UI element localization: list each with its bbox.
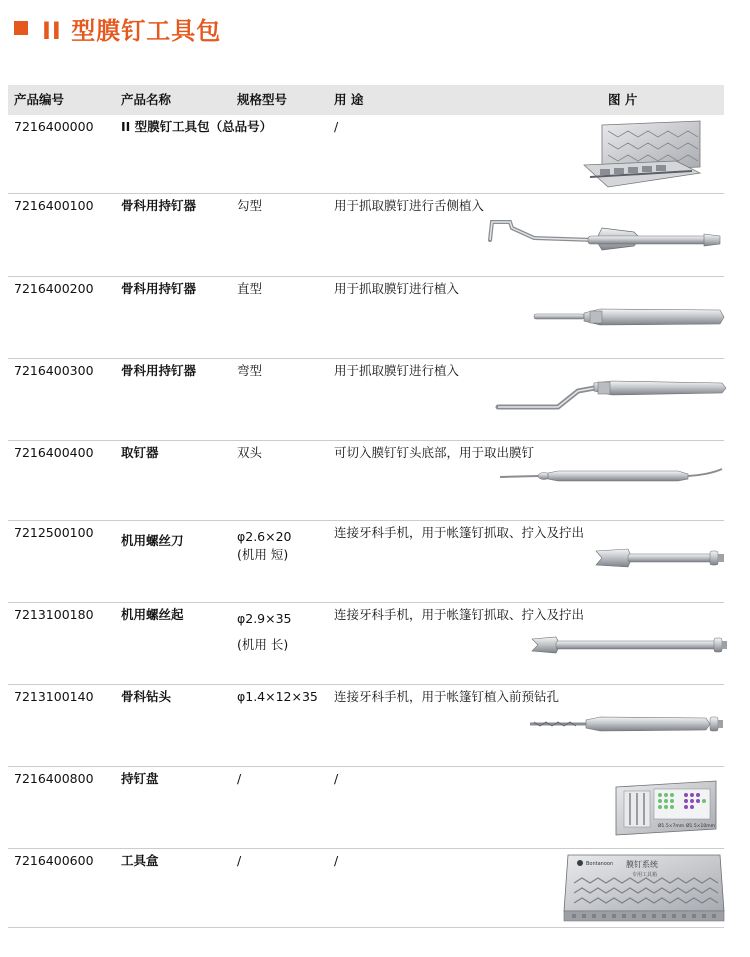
row-use: 用于抓取膜钉进行植入 [334, 281, 460, 296]
row-use: 用于抓取膜钉进行植入 [334, 363, 460, 378]
table-row [8, 277, 724, 359]
table-row [8, 849, 724, 928]
row-spec: 直型 [237, 281, 263, 296]
row-code: 7216400000 [14, 119, 94, 134]
row-name: 机用螺丝起 [121, 607, 184, 622]
row-use: 连接牙科手机，用于帐篷钉抓取、拧入及拧出 [334, 525, 585, 540]
tool-box-photo [554, 851, 728, 923]
row-spec: φ2.9×35 [237, 611, 292, 626]
row-use: / [334, 853, 339, 868]
row-name: 骨科钻头 [121, 689, 172, 704]
tool-kit-tray-photo [580, 117, 706, 189]
title-square-icon [14, 21, 28, 35]
double-end-nail-remover-photo [498, 463, 724, 487]
row-name: II 型膜钉工具包（总品号） [121, 119, 273, 134]
row-code: 7216400200 [14, 281, 94, 296]
table-header [8, 85, 724, 115]
row-spec-note: (机用 短) [237, 547, 289, 562]
row-code: 7213100140 [14, 689, 94, 704]
row-code: 7216400300 [14, 363, 94, 378]
row-use: 连接牙科手机，用于帐篷钉抓取、拧入及拧出 [334, 607, 585, 622]
long-screwdriver-bit-photo [528, 631, 728, 659]
row-code: 7213100180 [14, 607, 94, 622]
nail-tray-photo [610, 777, 722, 839]
box-subtitle: 专用工具箱 [632, 872, 658, 878]
row-name: 骨科用持钉器 [121, 281, 197, 296]
header-name: 产品名称 [121, 92, 172, 107]
row-name: 工具盒 [121, 853, 159, 868]
row-spec: / [237, 771, 242, 786]
header-use: 用 途 [334, 92, 364, 107]
table-row [8, 685, 724, 767]
row-use: 可切入膜钉钉头底部，用于取出膜钉 [334, 445, 535, 460]
page-title-text: II 型膜钉工具包 [42, 16, 222, 45]
row-spec: φ1.4×12×35 [237, 689, 318, 704]
page-title [14, 10, 221, 46]
table-row [8, 603, 724, 685]
row-spec: 弯型 [237, 363, 263, 378]
table-row [8, 441, 724, 521]
row-spec: / [237, 853, 242, 868]
row-use: 连接牙科手机，用于帐篷钉植入前预钻孔 [334, 689, 560, 704]
row-code: 7216400100 [14, 198, 94, 213]
box-title: 膜钉系统 [626, 860, 658, 869]
header-image: 图 片 [608, 92, 638, 107]
row-use: / [334, 771, 339, 786]
row-name: 持钉盘 [121, 771, 159, 786]
table-row [8, 194, 724, 277]
row-spec: 勾型 [237, 198, 263, 213]
box-brand: Bontanoon [586, 861, 614, 867]
row-code: 7216400600 [14, 853, 94, 868]
drill-bit-photo [526, 711, 726, 737]
table-row [8, 115, 724, 194]
row-use: / [334, 119, 339, 134]
hook-nail-holder-photo [484, 214, 724, 258]
row-name: 骨科用持钉器 [121, 198, 197, 213]
row-name: 机用螺丝刀 [121, 533, 184, 548]
table-row [8, 521, 724, 603]
tray-label-left: Ø1.5×7mm [658, 824, 685, 829]
row-code: 7216400400 [14, 445, 94, 460]
row-use: 用于抓取膜钉进行舌侧植入 [334, 198, 485, 213]
table-row [8, 359, 724, 441]
row-name: 骨科用持钉器 [121, 363, 197, 378]
short-screwdriver-bit-photo [592, 543, 726, 573]
row-spec: 双头 [237, 445, 263, 460]
row-code: 7216400800 [14, 771, 94, 786]
row-spec: φ2.6×20 [237, 529, 292, 544]
straight-nail-holder-photo [530, 305, 726, 329]
row-code: 7212500100 [14, 525, 94, 540]
header-code: 产品编号 [14, 92, 65, 107]
header-spec: 规格型号 [237, 92, 288, 107]
curved-nail-holder-photo [490, 377, 728, 419]
row-name: 取钉器 [121, 445, 159, 460]
tray-label-right: Ø1.5×10mm [686, 824, 715, 829]
row-spec-note: (机用 长) [237, 637, 289, 652]
table-row [8, 767, 724, 849]
